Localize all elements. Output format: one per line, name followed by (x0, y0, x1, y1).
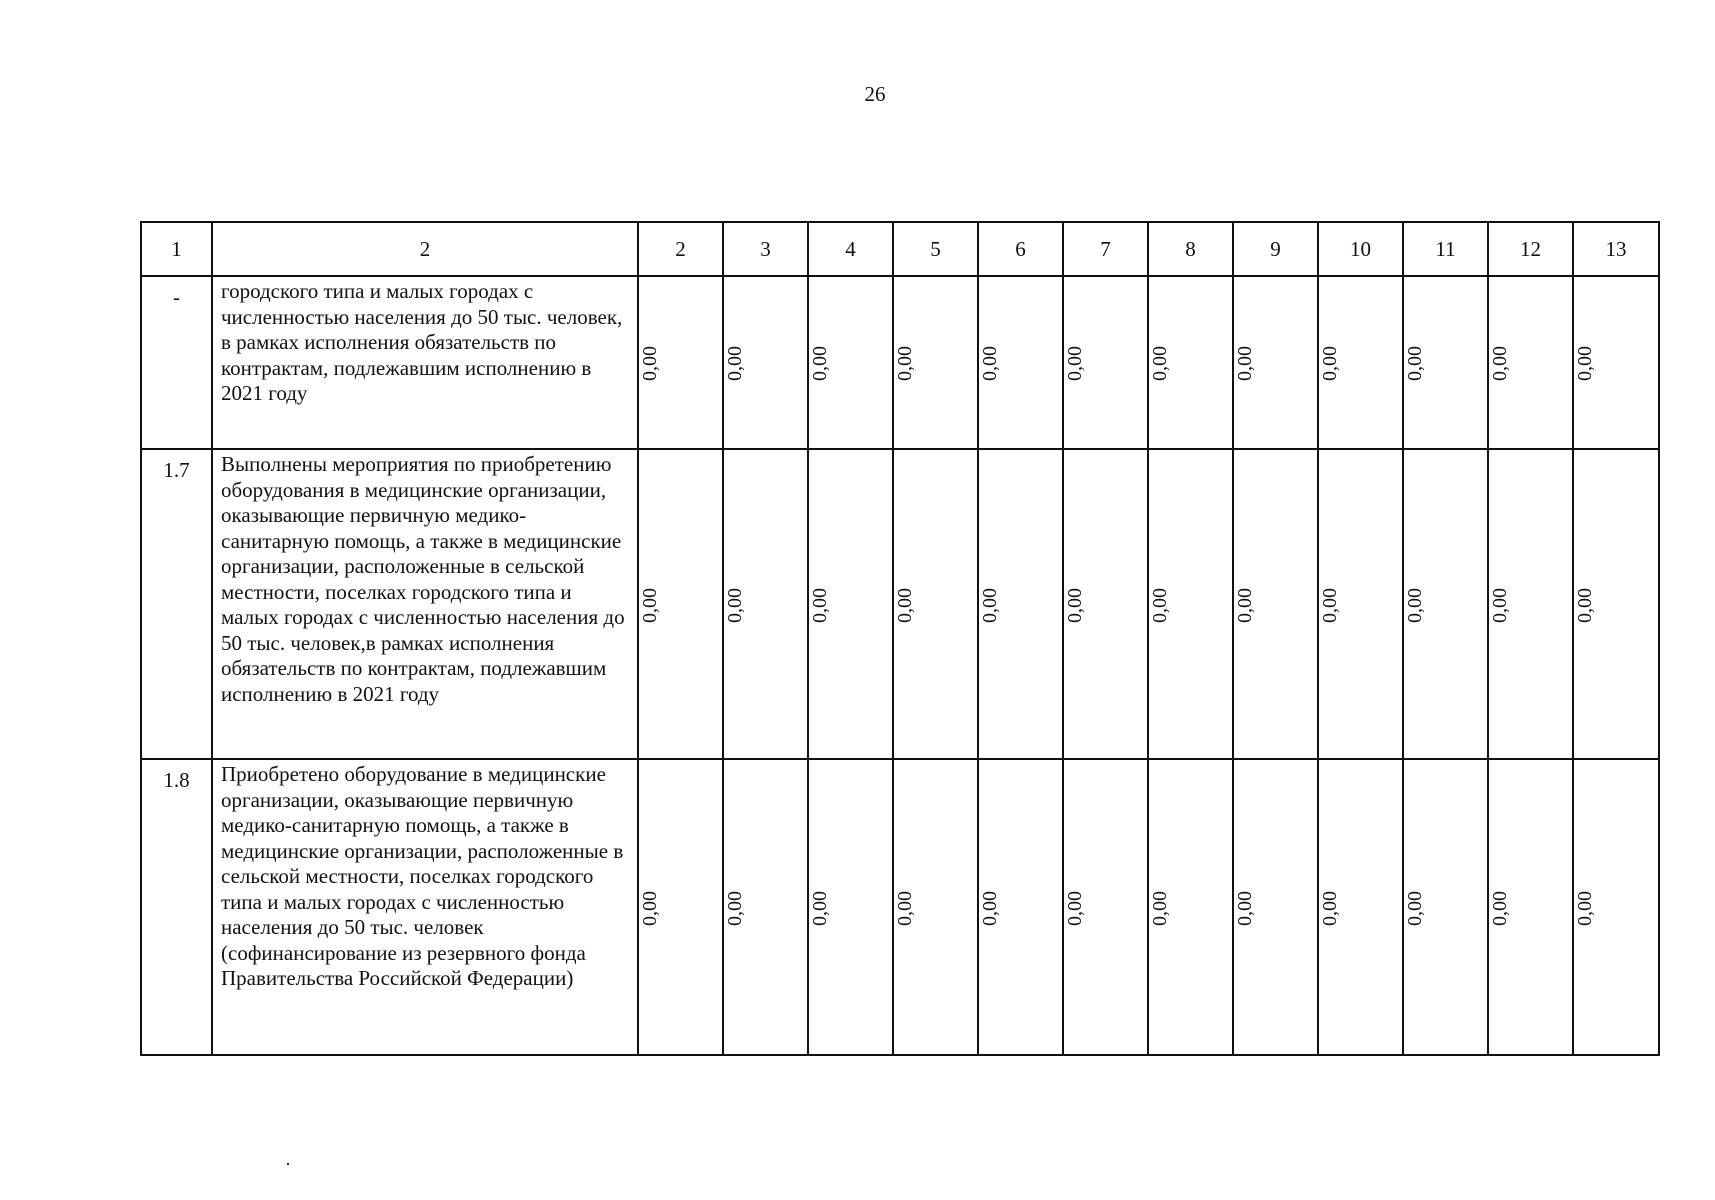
value-cell (1148, 449, 1233, 759)
value-cell (808, 276, 893, 449)
value-text: 0,00 (1149, 346, 1171, 381)
value-cell (893, 276, 978, 449)
value-cell (1063, 449, 1148, 759)
value-text: 0,00 (724, 346, 746, 381)
header-cell: 5 (893, 222, 978, 276)
scan-artifact (287, 1163, 289, 1165)
value-cell (723, 449, 808, 759)
value-cell (1233, 759, 1318, 1055)
table-row (141, 449, 1659, 759)
header-cell: 2 (638, 222, 723, 276)
header-cell: 11 (1403, 222, 1488, 276)
value-text: 0,00 (1489, 346, 1511, 381)
value-text: 0,00 (724, 890, 746, 926)
header-cell: 4 (808, 222, 893, 276)
value-text: 0,00 (809, 346, 831, 381)
value-cell (723, 276, 808, 449)
value-cell (1063, 759, 1148, 1055)
value-text: 0,00 (894, 890, 916, 926)
value-cell (978, 276, 1063, 449)
page-number: 26 (864, 82, 886, 106)
value-text: 0,00 (894, 587, 916, 623)
value-cell (1403, 449, 1488, 759)
value-cell (808, 759, 893, 1055)
value-cell (1148, 759, 1233, 1055)
value-text: 0,00 (1319, 890, 1341, 926)
value-cell (808, 449, 893, 759)
row-description: городского типа и малых городах с численностью населения до 50 тыс. человек, в рамках исполнения обязательств по контрактам, подлежавшим исполнению в 2021 году (212, 276, 638, 449)
value-cell (1488, 276, 1573, 449)
table-header-row (141, 222, 1659, 276)
header-cell: 3 (723, 222, 808, 276)
value-cell (978, 449, 1063, 759)
value-cell (723, 759, 808, 1055)
value-cell (1403, 276, 1488, 449)
row-description: Приобретено оборудование в медицинские организации, оказывающие первичную медико-санитарную помощь, а также в медицинские организации, расположенные в сельской местности, поселках городского типа и малых городах с численностью населения до 50 тыс. человек (софинансирование из резервного фонда Правительства Российской Федерации) (212, 759, 638, 1055)
value-text: 0,00 (1319, 587, 1341, 623)
value-cell (1573, 449, 1659, 759)
value-text: 0,00 (1574, 890, 1596, 926)
value-cell (893, 449, 978, 759)
value-cell (1063, 276, 1148, 449)
value-text: 0,00 (1574, 346, 1596, 381)
header-cell: 7 (1063, 222, 1148, 276)
value-cell (1573, 759, 1659, 1055)
value-text: 0,00 (979, 346, 1001, 381)
value-text: 0,00 (894, 346, 916, 381)
row-description: Выполнены мероприятия по приобретению оборудования в медицинские организации, оказывающие первичную медико-санитарную помощь, а также в медицинские организации, расположенные в сельской местности, поселках городского типа и малых городах с численностью населения до 50 тыс. человек,в рамках исполнения обязательств по контрактам, подлежавшим исполнению в 2021 году (212, 449, 638, 759)
value-text: 0,00 (1574, 587, 1596, 623)
row-number: - (141, 276, 212, 449)
value-cell (1233, 449, 1318, 759)
header-cell: 6 (978, 222, 1063, 276)
value-text: 0,00 (1064, 346, 1086, 381)
value-cell (1318, 759, 1403, 1055)
value-cell (638, 759, 723, 1055)
header-cell: 2 (212, 222, 638, 276)
header-cell: 1 (141, 222, 212, 276)
value-cell (1148, 276, 1233, 449)
value-text: 0,00 (1149, 890, 1171, 926)
value-text: 0,00 (1064, 587, 1086, 623)
value-text: 0,00 (979, 890, 1001, 926)
value-text: 0,00 (724, 587, 746, 623)
table-row (141, 759, 1659, 1055)
value-cell (1318, 449, 1403, 759)
header-cell: 10 (1318, 222, 1403, 276)
value-cell (1573, 276, 1659, 449)
value-text: 0,00 (1234, 346, 1256, 381)
value-text: 0,00 (1489, 890, 1511, 926)
value-cell (1318, 276, 1403, 449)
value-cell (638, 449, 723, 759)
value-text: 0,00 (1234, 890, 1256, 926)
value-text: 0,00 (979, 587, 1001, 623)
value-text: 0,00 (809, 587, 831, 623)
value-text: 0,00 (1234, 587, 1256, 623)
header-cell: 12 (1488, 222, 1573, 276)
value-text: 0,00 (1404, 587, 1426, 623)
value-text: 0,00 (1319, 346, 1341, 381)
value-cell (1488, 759, 1573, 1055)
budget-table (140, 221, 1660, 1056)
row-number: 1.7 (141, 449, 212, 759)
value-text: 0,00 (1404, 346, 1426, 381)
value-text: 0,00 (809, 890, 831, 926)
value-cell (638, 276, 723, 449)
header-cell: 13 (1573, 222, 1659, 276)
value-text: 0,00 (639, 890, 661, 926)
value-text: 0,00 (1064, 890, 1086, 926)
value-text: 0,00 (1404, 890, 1426, 926)
row-number: 1.8 (141, 759, 212, 1055)
table-row (141, 276, 1659, 449)
value-cell (1488, 449, 1573, 759)
value-cell (893, 759, 978, 1055)
value-cell (978, 759, 1063, 1055)
value-cell (1233, 276, 1318, 449)
value-text: 0,00 (639, 346, 661, 381)
value-text: 0,00 (1489, 587, 1511, 623)
value-text: 0,00 (639, 587, 661, 623)
value-text: 0,00 (1149, 587, 1171, 623)
header-cell: 9 (1233, 222, 1318, 276)
header-cell: 8 (1148, 222, 1233, 276)
value-cell (1403, 759, 1488, 1055)
